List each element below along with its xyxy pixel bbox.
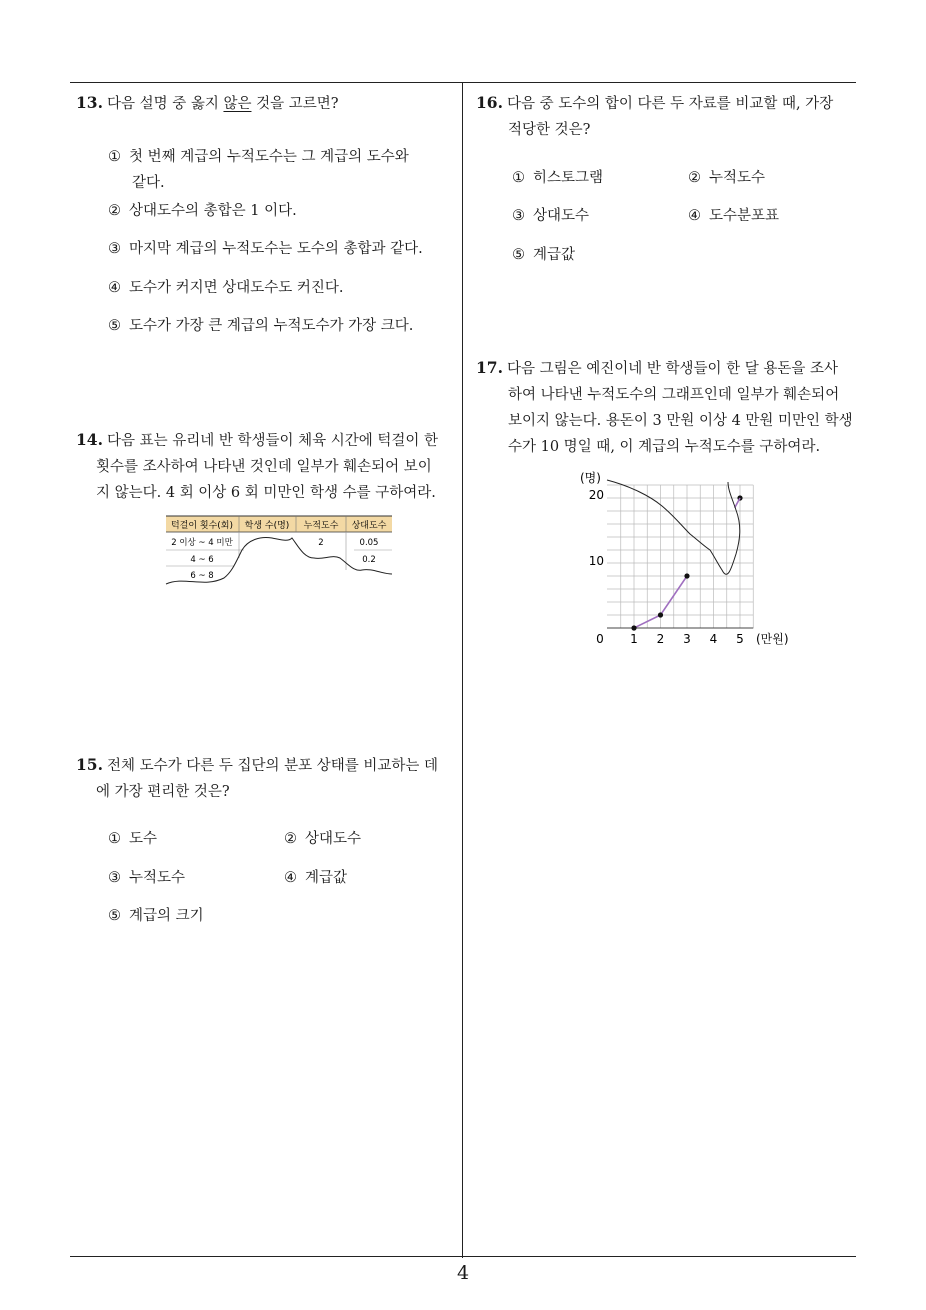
option-label: 상대도수의 총합은 1 이다. [129, 203, 297, 219]
question-number: 14. [76, 430, 103, 449]
x-tick-label: 4 [709, 632, 718, 646]
table-header: 누적도수 [303, 521, 339, 531]
option-mark: ③ [512, 208, 525, 224]
series-line-tail [735, 498, 740, 508]
question-number: 16. [476, 93, 503, 112]
option-mark: ② [284, 831, 297, 847]
question-number: 13. [76, 93, 103, 112]
option-mark: ④ [284, 870, 297, 886]
q13-option-1[interactable] [108, 146, 409, 168]
option-mark: ① [512, 170, 525, 186]
question-15 [76, 752, 460, 805]
data-point [658, 612, 663, 617]
q13-option-2[interactable] [108, 200, 297, 222]
top-rule [70, 82, 856, 83]
x-axis-label: (만원) [756, 632, 789, 646]
question-text: 것을 고르면? [251, 96, 339, 112]
question-text: 다음 설명 중 옳지 [106, 96, 224, 112]
q16-option-3[interactable] [512, 205, 589, 227]
option-label: 도수분포표 [709, 208, 780, 224]
question-14 [76, 427, 460, 506]
option-mark: ⑤ [108, 908, 121, 924]
q16-option-2[interactable] [688, 167, 765, 189]
question-text: 다음 그림은 예진이네 반 학생들이 한 달 용돈을 조사 [506, 361, 838, 377]
option-label: 상대도수 [533, 208, 590, 224]
option-mark: ① [108, 831, 121, 847]
x-tick-label: 5 [736, 632, 744, 646]
question-text: 에 가장 편리한 것은? [96, 784, 230, 800]
y-tick-label: 20 [588, 488, 604, 502]
option-mark: ⑤ [108, 318, 121, 334]
option-label: 상대도수 [305, 831, 362, 847]
option-mark: ④ [108, 280, 121, 296]
question-text: 다음 중 도수의 합이 다른 두 자료를 비교할 때, 가장 [506, 96, 834, 112]
option-label: 히스토그램 [533, 170, 604, 186]
q15-option-2[interactable] [284, 828, 361, 850]
option-label: 마지막 계급의 누적도수는 도수의 총합과 같다. [129, 241, 423, 257]
question-emphasis: 않은 [223, 96, 252, 112]
option-mark: ④ [688, 208, 701, 224]
x-tick-label: 1 [630, 632, 638, 646]
q13-option-4[interactable] [108, 277, 344, 299]
question-number: 17. [476, 358, 503, 377]
column-divider [462, 82, 463, 1258]
table-cell: 0.05 [359, 538, 379, 548]
question-17 [476, 355, 860, 460]
question-13 [76, 90, 456, 117]
y-tick-label: 10 [588, 554, 604, 568]
damaged-frequency-table [164, 514, 396, 586]
option-label: 누적도수 [129, 870, 186, 886]
table-cell: 2 [318, 538, 324, 548]
cumulative-frequency-chart [570, 466, 800, 656]
torn-edge [607, 480, 740, 574]
q15-option-4[interactable] [284, 867, 347, 889]
q15-option-5[interactable] [108, 905, 204, 927]
x-tick-label: 0 [596, 632, 604, 646]
data-point [631, 625, 636, 630]
option-label: 도수 [129, 831, 158, 847]
bottom-rule [70, 1256, 856, 1257]
question-text: 횟수를 조사하여 나타낸 것인데 일부가 훼손되어 보이 [96, 459, 432, 475]
question-16 [476, 90, 860, 143]
option-label: 같다. [132, 175, 165, 191]
option-label: 계급값 [533, 247, 576, 263]
option-mark: ② [688, 170, 701, 186]
table-header: 학생 수(명) [244, 521, 290, 531]
q15-option-1[interactable] [108, 828, 157, 850]
option-label: 계급의 크기 [129, 908, 204, 924]
question-text: 지 않는다. 4 회 이상 6 회 미만인 학생 수를 구하여라. [96, 485, 436, 501]
y-axis-label: (명) [580, 471, 601, 485]
question-text: 전체 도수가 다른 두 집단의 분포 상태를 비교하는 데 [106, 758, 438, 774]
question-text: 다음 표는 유리네 반 학생들이 체육 시간에 턱걸이 한 [106, 433, 438, 449]
question-text: 보이지 않는다. 용돈이 3 만원 이상 4 만원 미만인 학생 [508, 413, 853, 429]
option-label: 도수가 가장 큰 계급의 누적도수가 가장 크다. [129, 318, 414, 334]
option-mark: ③ [108, 241, 121, 257]
table-cell: 0.2 [362, 555, 376, 565]
q13-option-5[interactable] [108, 315, 413, 337]
q16-option-4[interactable] [688, 205, 779, 227]
q15-option-3[interactable] [108, 867, 185, 889]
option-mark: ① [108, 149, 121, 165]
question-text: 적당한 것은? [508, 122, 591, 138]
question-text: 하여 나타낸 누적도수의 그래프인데 일부가 훼손되어 [508, 387, 840, 403]
option-label: 계급값 [305, 870, 348, 886]
question-text: 수가 10 명일 때, 이 계급의 누적도수를 구하여라. [508, 439, 821, 455]
option-label: 첫 번째 계급의 누적도수는 그 계급의 도수와 [129, 149, 409, 165]
q13-option-1-cont [132, 172, 165, 194]
table-cell: 6 ~ 8 [190, 571, 214, 581]
option-label: 도수가 커지면 상대도수도 커진다. [129, 280, 344, 296]
option-label: 누적도수 [709, 170, 766, 186]
table-cell: 4 ~ 6 [190, 555, 214, 565]
page-number: 4 [456, 1262, 470, 1284]
option-mark: ③ [108, 870, 121, 886]
x-tick-label: 2 [656, 632, 665, 646]
option-mark: ⑤ [512, 247, 525, 263]
q16-option-1[interactable] [512, 167, 603, 189]
data-point [684, 573, 689, 578]
chart-grid [607, 485, 753, 628]
table-header: 상대도수 [351, 521, 387, 531]
table-cell: 2 이상 ~ 4 미만 [171, 538, 233, 548]
option-mark: ② [108, 203, 121, 219]
q13-option-3[interactable] [108, 238, 423, 260]
table-header: 턱걸이 횟수(회) [170, 521, 234, 531]
q16-option-5[interactable] [512, 244, 575, 266]
x-tick-label: 3 [683, 632, 691, 646]
question-number: 15. [76, 755, 103, 774]
